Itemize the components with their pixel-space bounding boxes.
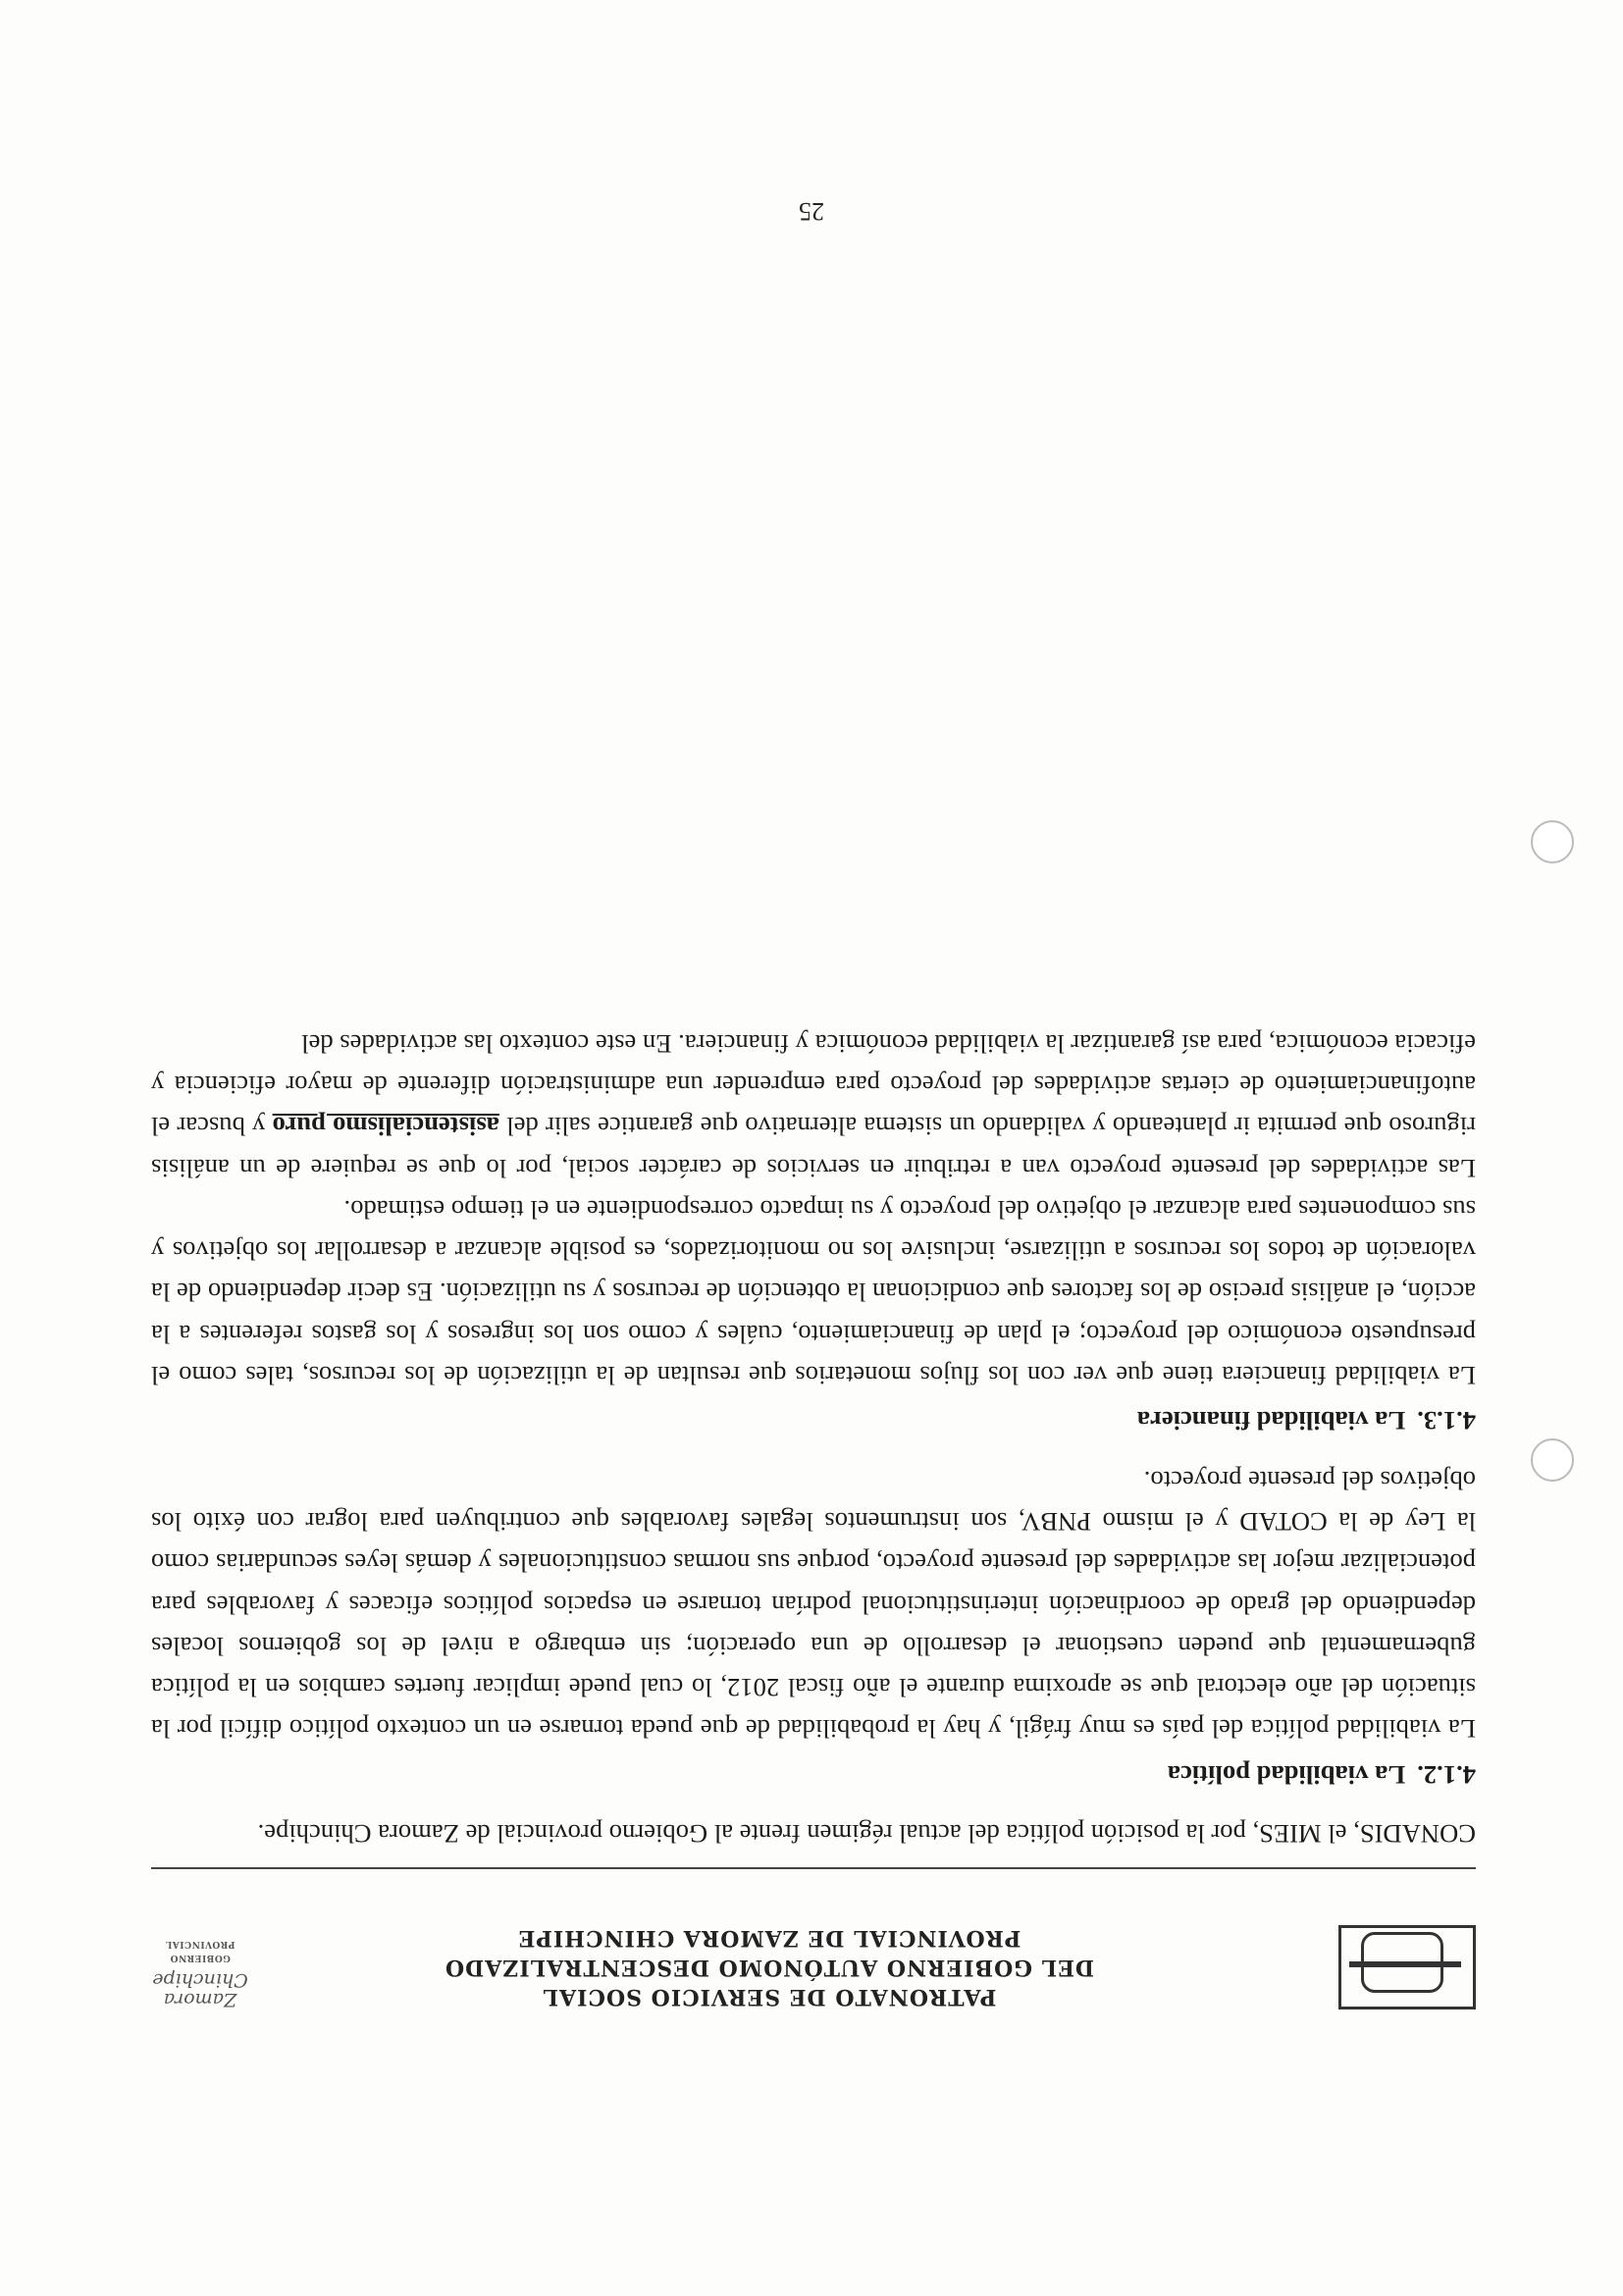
paragraph-financial-viability: La viabilidad financiera tiene que ver con los flujos monetarios que resultan de la utilización de los recursos, tales como el presupuesto económico del proyecto; el plan de financiamiento, cuáles y como son los ingresos y los gastos referentes a la acción, el análisis preciso de los factores que condicionan la obtención de recursos y su utilización. Es decir dependiendo de la valoración de todos los recursos a utilizarse, inclusive los no monitorizados, es posible alcanzar a desarrollar los objetivos y sus componentes para alcanzar el objetivo del proyecto y su impacto correspondiente en el tiempo estimado. (151, 1194, 1476, 1391)
section-heading-412 (151, 1753, 1476, 1795)
section-title: La viabilidad financiera (1136, 1406, 1406, 1436)
logo-text-line-2: Chinchipe (152, 1969, 248, 1991)
header-divider (151, 1867, 1476, 1869)
page-number: 25 (799, 197, 824, 226)
paragraph-text: y buscar el autofinanciamiento de ciertas actividades del proyecto para emprender una administración diferente de mayor eficiencia y eficacia económica, para así garantizar la viabilidad económica y financiera. En este contexto las actividades del (150, 1028, 1476, 1142)
letterhead (141, 1864, 1476, 2011)
punch-hole (1531, 820, 1574, 863)
emphasized-term: asistencialismo puro (272, 1112, 499, 1142)
punch-hole (1531, 1438, 1574, 1482)
org-name-line-1: PATRONATO DE SERVICIO SOCIAL (542, 1984, 997, 2009)
org-name-line-3: PROVINCIAL DE ZAMORA CHINCHIPE (517, 1925, 1021, 1951)
document-body (151, 1022, 1476, 1854)
paragraph-political-viability: La viabilidad política del país es muy frágil, y hay la probabilidad de que pueda tornarse en un contexto político difícil por la situación del año electoral que se aproxima durante el año fiscal 2012, lo cual puede implicar fuertes cambios en la política gubernamental que pueden cuestionar el desarrollo de una operación; sin embargo a nivel de los gobiernos locales dependiendo del grado de coordinación interinstitucional podrían tornarse en espacios políticos eficaces y favorables para potencializar mejor las actividades del presente proyecto, porque sus normas constitucionales y demás leyes secundarias como la Ley de la COTAD y el mismo PNBV, son instrumentos legales favorables que contribuyen para lograr con éxito los objetivos del presente proyecto. (151, 1465, 1476, 1745)
section-number: 4.1.3. (1417, 1406, 1476, 1436)
section-number: 4.1.2. (1417, 1759, 1476, 1790)
paragraph-activities (151, 1022, 1476, 1188)
section-heading-413 (151, 1400, 1476, 1441)
institution-logo (1338, 1925, 1476, 2009)
provincial-government-logo (141, 1931, 259, 2009)
org-name-line-2: DEL GOBIERNO AUTÓNOMO DESCENTRALIZADO (445, 1955, 1095, 1980)
organization-name (387, 1923, 1152, 2011)
intro-paragraph: CONADIS, el MIES, por la posición política del actual régimen frente al Gobierno provincial de Zamora Chinchipe. (257, 1819, 1476, 1849)
paragraph-text: Las actividades del presente proyecto van a retribuir en servicios de carácter social, por lo que se requiere de un análisis riguroso que permita ir planteando y validando un sistema alternativo que garantice salir del (151, 1112, 1476, 1183)
logo-text-line-1: Zamora (163, 1989, 237, 2010)
logo-text-line-3: GOBIERNO PROVINCIAL (165, 1939, 236, 1962)
section-title: La viabilidad política (1167, 1759, 1406, 1790)
